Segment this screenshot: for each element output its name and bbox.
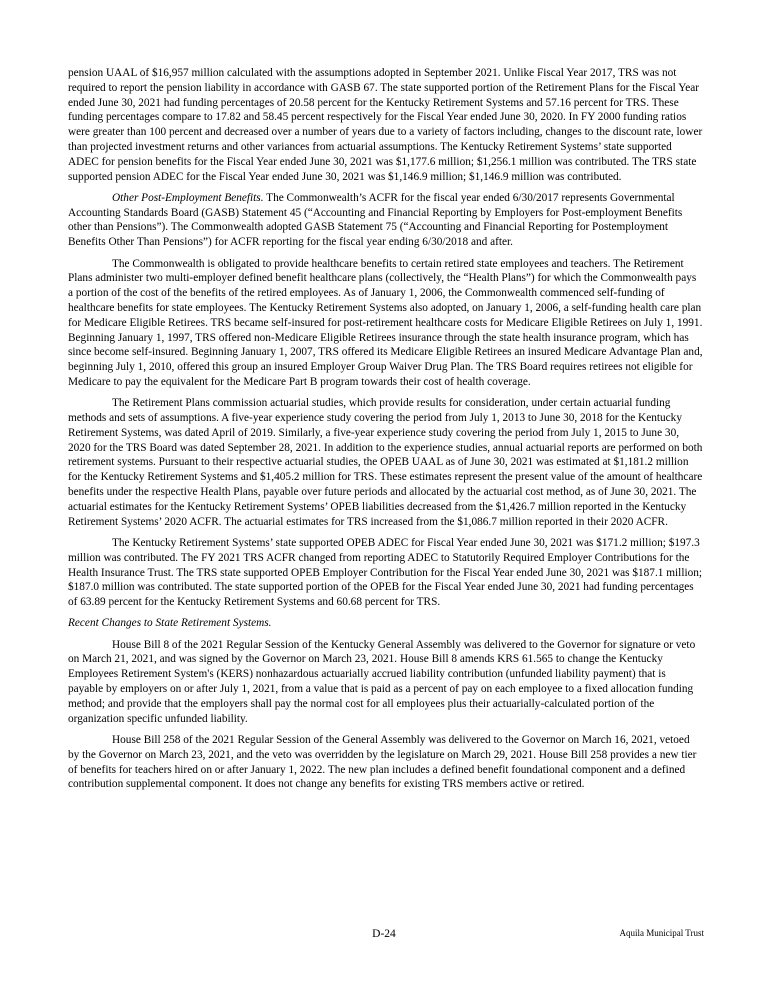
opeb-intro-text: The Commonwealth’s ACFR for the fiscal year ended 6/30/2017 represents Governmental Accounting Standards Board (GASB) Statement 45 (“Accounting and Financial Reporting by Employers for Post-employment Benefits other than Pensions”). The Commonwealth adopted GASB Statement 75 (“Accounting and Financial Reporting for Postemployment Benefits Other Than Pensions”) for ACFR reporting for the fiscal year ending 6/30/2018 and after. <box>68 191 683 249</box>
paragraph-opeb-intro <box>68 191 703 250</box>
paragraph-actuarial-studies: The Retirement Plans commission actuarial studies, which provide results for consideration, under certain actuarial funding methods and sets of assumptions. A five-year experience study covering the period from July 1, 2013 to June 30, 2018 for the Kentucky Retirement Systems, was dated April of 2019. Similarly, a five-year experience study covering the period from July 1, 2015 to June 30, 2020 for the TRS Board was dated September 28, 2021. In addition to the experience studies, annual actuarial reports are performed on both retirement systems. Pursuant to their respective actuarial studies, the OPEB UAAL as of June 30, 2021 was estimated at $1,181.2 million for the Kentucky Retirement Systems and $1,405.2 million for TRS. These estimates represent the present value of the amount of healthcare benefits under the respective Health Plans, payable over future periods and allocated by the actuarial cost method, as of June 30, 2021. The actuarial estimates for the Kentucky Retirement Systems’ OPEB liabilities decreased from the $1,426.7 million reported in the Kentucky Retirement Systems’ 2020 ACFR. The actuarial estimates for TRS increased from the $1,086.7 million reported in their 2020 ACFR. <box>68 397 703 528</box>
footer-brand: Aquila Municipal Trust <box>619 928 704 938</box>
paragraph-house-bill-258: House Bill 258 of the 2021 Regular Session of the General Assembly was delivered to the Governor on March 16, 2021, vetoed by the Governor on March 23, 2021, and the veto was overridden by the legislature on March 29, 2021. House Bill 258 provides a new tier of benefits for teachers hired on or after January 1, 2022. The new plan includes a defined benefit foundational component and a defined contribution supplemental component. It does not change any benefits for existing TRS members active or retired. <box>68 733 697 791</box>
paragraph-pension-uaal: pension UAAL of $16,957 million calculated with the assumptions adopted in September 2021. Unlike Fiscal Year 2017, TRS was not required to report the pension liability in accordance with GASB 67. The state supported portion of the Retirement Plans for the Fiscal Year ended June 30, 2021 had funding percentages of 20.58 percent for the Kentucky Retirement Systems and 57.16 percent for TRS. These funding percentages compare to 17.82 and 58.45 percent respectively for the Fiscal Year ended June 30, 2020. In FY 2000 funding ratios were greater than 100 percent and decreased over a number of years due to a variety of factors including, changes to the discount rate, lower than projected investment returns and other variances from actuarial assumptions. The Kentucky Retirement Systems’ state supported ADEC for pension benefits for the Fiscal Year ended June 30, 2021 was $1,177.6 million; $1,256.1 million was contributed. The TRS state supported pension ADEC for the Fiscal Year ended June 30, 2021 was $1,146.9 million; $1,146.9 million was contributed. <box>68 67 703 183</box>
paragraph-healthcare-obligation: The Commonwealth is obligated to provide healthcare benefits to certain retired state employees and teachers. The Retirement Plans administer two multi-employer defined benefit healthcare plans (collectively, the “Health Plans”) for which the Commonwealth pays a portion of the cost of the benefits of the retired employees. As of January 1, 2006, the Commonwealth commenced self-funding of healthcare benefits for state employees. The Kentucky Retirement Systems also adopted, on January 1, 2006, a self-funding health care plan for Medicare Eligible Retirees. TRS became self-insured for post-retirement healthcare costs for Medicare Eligible Retirees on July 1, 1991. Beginning January 1, 1997, TRS offered non-Medicare Eligible Retirees insurance through the state health insurance program, which has since become self-insured. Beginning January 1, 2007, TRS offered its Medicare Eligible Retirees an insured Medicare Advantage Plan and, beginning July 1, 2010, offered this group an insured Employer Group Waiver Drug Plan. The TRS Board requires retirees not eligible for Medicare to pay the equivalent for the Medicare Part B program towards their cost of health coverage. <box>68 257 703 388</box>
paragraph-house-bill-8: House Bill 8 of the 2021 Regular Session of the Kentucky General Assembly was delivered to the Governor for signature or veto on March 21, 2021, and was signed by the Governor on March 23, 2021. House Bill 8 amends KRS 61.565 to change the Kentucky Employees Retirement System's (KERS) nonhazardous actuarially accrued liability contribution (unfunded liability payment) that is payable by employers on or after July 1, 2021, from a value that is paid as a percent of pay on each employee to a fixed allocation funding method; and provide that the employers shall pay the normal cost for all employees plus their actuarially-calculated portion of the organization specific unfunded liability. <box>68 638 696 725</box>
page-number: D-24 <box>372 928 396 940</box>
section-heading-recent-changes: Recent Changes to State Retirement Systems. <box>68 617 272 630</box>
opeb-lead-heading: Other Post-Employment Benefits. <box>112 191 264 204</box>
paragraph-opeb-adec: The Kentucky Retirement Systems’ state supported OPEB ADEC for Fiscal Year ended June 30, 2021 was $171.2 million; $197.3 million was contributed. The FY 2021 TRS ACFR changed from reporting ADEC to Statutorily Required Employer Contributions for the Health Insurance Trust. The TRS state supported OPEB Employer Contribution for the Fiscal Year ended June 30, 2021 was $187.1 million; $187.0 million was contributed. The state supported portion of the OPEB for the Fiscal Year ended June 30, 2021 had funding percentages of 63.89 percent for the Kentucky Retirement Systems and 60.68 percent for TRS. <box>68 536 703 609</box>
